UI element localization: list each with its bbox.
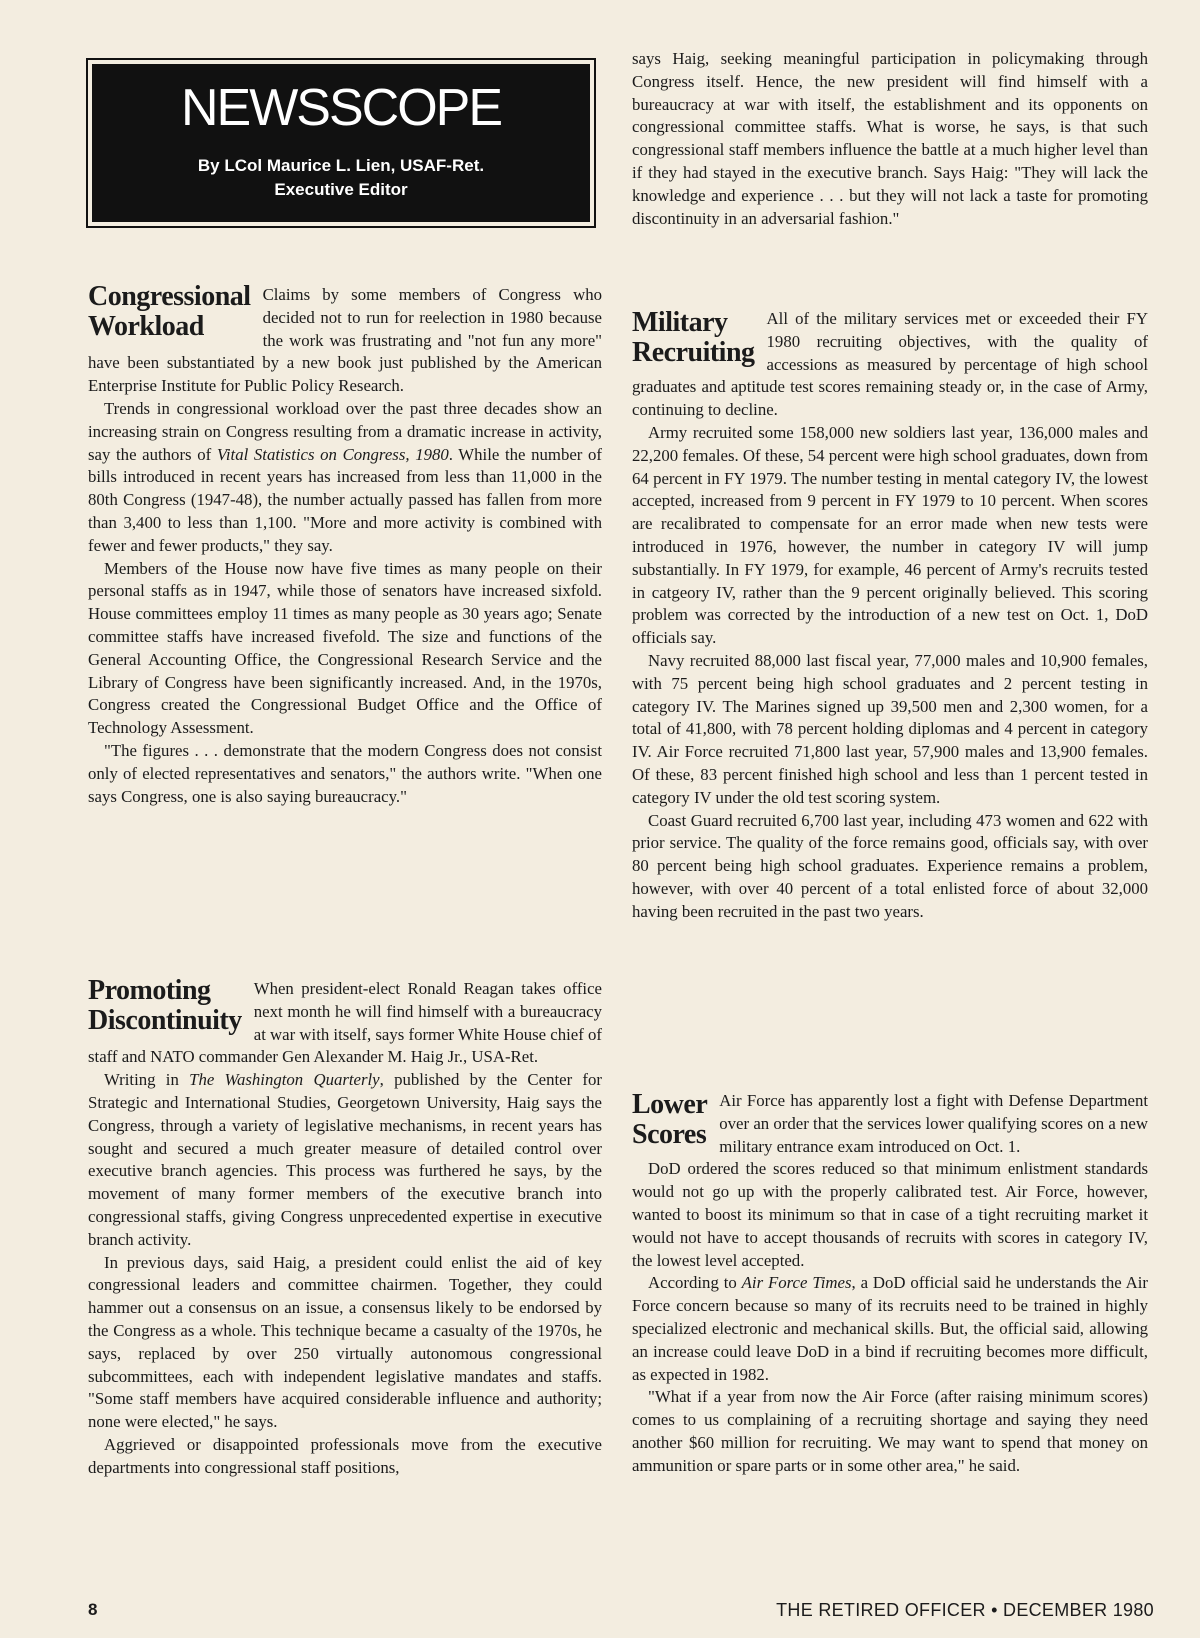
headline-line-2: Workload [88,311,204,342]
article-military-recruiting [632,308,1148,924]
paragraph: Members of the House now have five times as many people on their personal staffs as in 1947, while those of senators have increased sixfold. House committees employ 11 times as many people as 30 years ago; Senate committee staffs have increased fivefold. The size and functions of the General Accounting Office, the Congressional Research Service and the Library of Congress have been significantly increased. And, in the 1970s, Congress created the Congressional Budget Office and the Office of Technology Assessment. [88,558,602,738]
headline-promoting-discontinuity [88,976,242,1036]
headline-line-1: Congressional [88,281,251,312]
page-number: 8 [88,1600,98,1619]
paragraph-text: , a DoD official said he understands the Air Force concern because so many of its recruits need to be trained in highly specialized electronic and mechanical skills. But, the official said, allowing an increase could leave DoD in a bind if recruiting becomes more difficult, as expected in 1982. [632,1273,1148,1384]
paragraph-text: , published by the Center for Strategic and International Studies, Georgetown University, Haig says the Congress, through a variety of legislative mechanisms, in recent years has sought and secured a much greater measure of detailed control over executive branch agencies. This process was furthered he says, by the movement of many former members of the executive branch into congressional staffs, giving Congress unprecedented expertise in executive branch activity. [88,1070,602,1249]
article-promoting-discontinuity [88,975,603,1480]
paragraph: In previous days, said Haig, a president could enlist the aid of key congressional leaders and committee chairmen. Together, they could hammer out a consensus on an issue, a consensus likely to be endorsed by the Congress as a whole. This technique became a casualty of the 1970s, he says, replaced by over 250 virtually autonomous congressional subcommittees, each with independent legislative mandates and staffs. "Some staff members have acquired considerable influence and authority; none were elected," he says. [88,1252,602,1432]
paragraph: "What if a year from now the Air Force (after raising minimum scores) comes to us complaining of a recruiting shortage and saying they need another $60 million for recruiting. We may want to spend that money on ammunition or spare parts or in some other area," he said. [632,1387,1148,1475]
article-lower-scores [632,1090,1148,1478]
paragraph: Army recruited some 158,000 new soldiers last year, 136,000 males and 22,200 females. Of these, 54 percent were high school graduates, down from 64 percent in FY 1979. The number testing in mental category IV, the lowest accepted, increased from 9 percent in FY 1979 to 10 percent. When scores are recalibrated to compensate for an error made when new tests were introduced in 1976, however, the number in category IV will jump substantially. In FY 1979, for example, 46 percent of Army's recruits tested in catgeory IV, rather than the 9 percent originally believed. This scoring problem was corrected by the introduction of a new test on Oct. 1, DoD officials say. [632,422,1148,648]
article-promoting-discontinuity-continued [632,48,1148,230]
paragraph: "The figures . . . demonstrate that the modern Congress does not consist only of elected representatives and senators," the authors write. "When one says Congress, one is also saying bureaucracy." [88,740,602,806]
headline-line-2: Scores [632,1119,707,1150]
publication-title: Air Force Times [741,1273,852,1293]
paragraph-text: . While the number of bills introduced in recent years has increased from less than 11,000 in the 80th Congress (1947-48), the number actually passed has fallen from more than 3,400 to less than 1,100. "More and more activity is combined with fewer and fewer products," they say. [88,444,602,555]
paragraph: Aggrieved or disappointed professionals move from the executive departments into congressional staff positions, [88,1434,602,1477]
article-congressional-workload [88,281,602,808]
paragraph: When president-elect Ronald Reagan takes office next month he will find himself with a bureaucracy at war with itself, says former White House chief of staff and NATO commander Gen Alexander M. Haig Jr., USA-Ret. [88,979,603,1067]
paragraph [632,1272,1148,1386]
masthead-role: Executive Editor [274,180,408,199]
headline-line-2: Recruiting [632,337,755,368]
headline-lower-scores [632,1090,707,1150]
paragraph-text: According to [648,1273,742,1293]
publication-title: The Washington Quarterly [189,1070,380,1090]
paragraph [88,398,602,558]
paragraph: All of the military services met or exceeded their FY 1980 recruiting objectives, with the quality of accessions as measured by percentage of high school graduates and aptitude test scores remaining steady or, in the case of Army, continuing to decline. [632,309,1148,420]
paragraph: DoD ordered the scores reduced so that minimum enlistment standards would not go up with the properly calibrated test. Air Force, however, wanted to boost its minimum so that in case of a tight recruiting market it would not have to accept thousands of recruits with scores in category IV, the lowest level accepted. [632,1159,1148,1270]
paragraph: Claims by some members of Congress who decided not to run for reelection in 1980 because the work was frustrating and "not fun any more" have been substantiated by a new book just published by the American Enterprise Institute for Public Policy Research. [88,285,602,396]
masthead-byline: By LCol Maurice L. Lien, USAF-Ret. [197,156,485,175]
book-title: Vital Statistics on Congress, 1980 [216,444,449,464]
headline-line-1: Military [632,307,728,338]
publication-line: THE RETIRED OFFICER • DECEMBER 1980 [776,1600,1154,1620]
newsscope-masthead [86,58,596,228]
page-footer [88,1600,1154,1624]
paragraph-text: Trends in congressional workload over the past three decades show an increasing strain on Congress resulting from a dramatic increase in activity, say the authors of [88,398,602,464]
paragraph: says Haig, seeking meaningful participation in policymaking through Congress itself. Hence, the new president will find himself with a bureaucracy at war with itself, the establishment and its opponents on congressional committee staffs. What is worse, he says, is that such congressional staff members influence the battle at a much higher level than if they had stayed in the executive branch. Says Haig: "They will lack the knowledge and experience . . . but they will not lack a taste for promoting discontinuity in an adversarial fashion." [632,49,1148,228]
headline-line-2: Discontinuity [88,1005,242,1036]
masthead-panel [92,64,590,222]
masthead-title: NEWSSCOPE [180,79,502,137]
headline-military-recruiting [632,308,755,368]
paragraph: Air Force has apparently lost a fight with Defense Department over an order that the services lower qualifying scores on a new military entrance exam introduced on Oct. 1. [719,1091,1148,1156]
headline-line-1: Promoting [88,975,211,1006]
paragraph [88,1069,602,1251]
paragraph: Navy recruited 88,000 last fiscal year, 77,000 males and 10,900 females, with 75 percent being high school graduates and 2 percent testing in category IV. The Marines signed up 39,500 men and 2,300 women, for a total of 41,800, with 78 percent holding diplomas and 4 percent in category IV. Air Force recruited 71,800 last year, 57,900 males and 13,900 females. Of these, 83 percent finished high school and less than 1 percent tested in category IV under the old test scoring system. [632,650,1148,807]
paragraph-text: Writing in [104,1070,190,1090]
headline-congressional-workload [88,282,251,342]
headline-line-1: Lower [632,1089,708,1120]
paragraph: Coast Guard recruited 6,700 last year, including 473 women and 622 with prior service. The quality of the force remains good, officials say, with over 80 percent being high school graduates. Experience remains a problem, however, with over 40 percent of a total enlisted force of about 32,000 having been recruited in the past two years. [632,810,1148,921]
